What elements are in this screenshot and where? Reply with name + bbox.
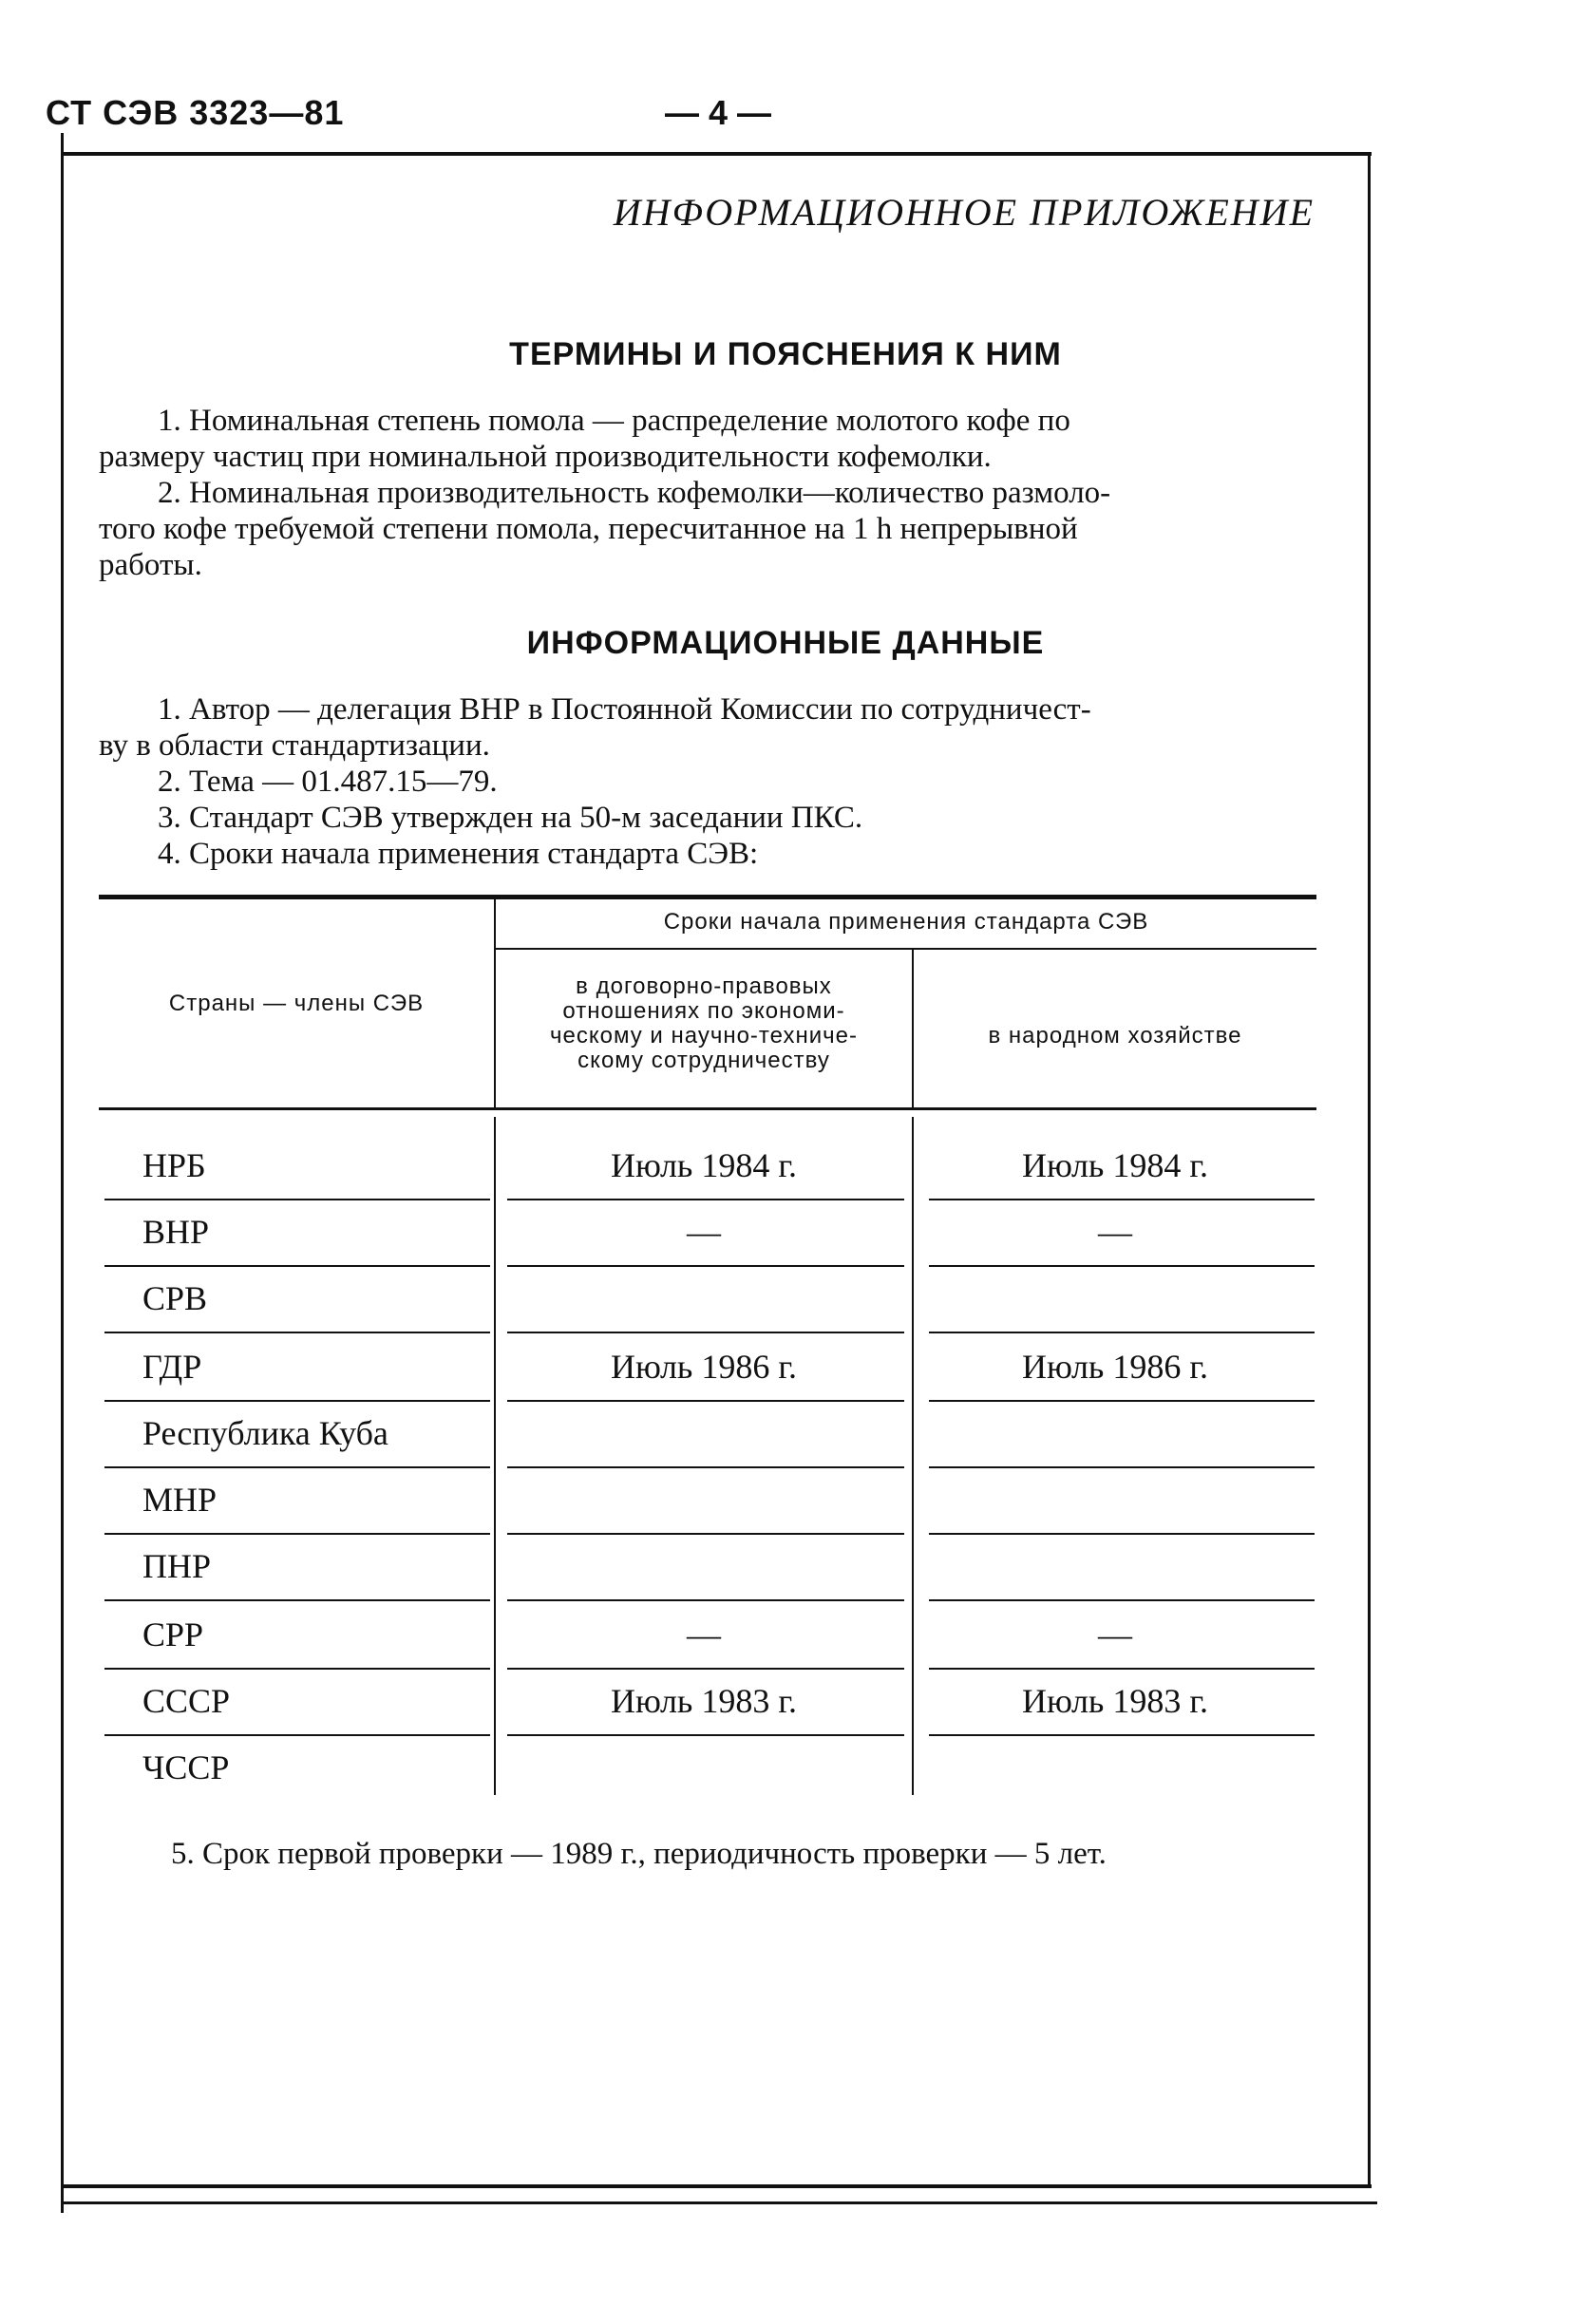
row-rule: [104, 1332, 490, 1333]
col-header-contract-line-3: ческому и научно-техниче-: [550, 1023, 858, 1049]
country-cell: ЧССР: [142, 1748, 230, 1786]
row-rule: [104, 1533, 490, 1535]
country-cell: ПНР: [142, 1547, 212, 1585]
terms-item-1-line-1: 1. Номинальная степень помола — распределение молотого кофе по: [158, 404, 1070, 438]
page-number: — 4 —: [665, 93, 772, 132]
col-header-economy: в народном хозяйстве: [988, 1023, 1242, 1049]
frame-bottom-rule: [61, 2184, 1372, 2188]
economy-date-cell: Июль 1983 г.: [1021, 1682, 1209, 1720]
row-rule: [104, 1199, 490, 1200]
economy-date-cell: Июль 1986 г.: [1021, 1348, 1209, 1386]
row-rule: [507, 1332, 904, 1333]
col-header-contract: [496, 974, 912, 1073]
col-header-contract-line-4: скому сотрудничеству: [577, 1048, 830, 1073]
info-item-5: 5. Срок первой проверки — 1989 г., периодичность проверки — 5 лет.: [171, 1837, 1107, 1871]
frame-left-rule: [61, 133, 64, 2213]
table-subheader-rule: [496, 948, 1316, 950]
row-rule: [929, 1400, 1315, 1402]
country-cell: МНР: [142, 1481, 218, 1519]
terms-section-title: ТЕРМИНЫ И ПОЯСНЕНИЯ К НИМ: [509, 336, 1062, 372]
row-rule: [929, 1332, 1315, 1333]
row-rule: [507, 1533, 904, 1535]
row-rule: [104, 1734, 490, 1736]
country-cell: СССР: [142, 1682, 231, 1720]
info-item-1: [99, 691, 1316, 764]
country-cell: ГДР: [142, 1348, 202, 1386]
economy-date-cell: —: [1098, 1615, 1132, 1653]
info-item-1-line-1: 1. Автор — делегация ВНР в Постоянной Комиссии по сотрудничест-: [158, 692, 1091, 727]
contract-date-cell: Июль 1983 г.: [610, 1682, 798, 1720]
col-header-contract-line-1: в договорно-правовых: [576, 973, 832, 999]
row-rule: [507, 1265, 904, 1267]
row-rule: [507, 1466, 904, 1468]
row-rule: [507, 1599, 904, 1601]
country-cell: Республика Куба: [142, 1414, 388, 1452]
frame-top-rule: [61, 152, 1372, 156]
info-item-2: 2. Тема — 01.487.15—79.: [158, 765, 498, 799]
info-section-title: ИНФОРМАЦИОННЫЕ ДАННЫЕ: [526, 625, 1045, 661]
row-rule: [104, 1466, 490, 1468]
country-cell: СРР: [142, 1615, 204, 1653]
terms-item-1: [99, 403, 1316, 475]
contract-date-cell: —: [687, 1615, 721, 1653]
table-header-bottom-rule: [99, 1107, 1316, 1110]
row-rule: [104, 1668, 490, 1670]
row-rule: [507, 1199, 904, 1200]
row-rule: [929, 1599, 1315, 1601]
contract-date-cell: —: [687, 1213, 721, 1251]
info-items-2-4: [99, 764, 1316, 872]
terms-item-1-line-2: размеру частиц при номинальной производительности кофемолки.: [99, 440, 992, 474]
row-rule: [929, 1265, 1315, 1267]
economy-date-cell: Июль 1984 г.: [1021, 1146, 1209, 1184]
country-cell: СРВ: [142, 1279, 208, 1317]
row-rule: [104, 1400, 490, 1402]
row-rule: [929, 1199, 1315, 1200]
info-item-4: 4. Сроки начала применения стандарта СЭВ:: [158, 837, 759, 871]
row-rule: [929, 1734, 1315, 1736]
col-header-contract-line-2: отношениях по экономи-: [562, 998, 845, 1024]
row-rule: [104, 1599, 490, 1601]
frame-right-rule: [1368, 152, 1371, 2184]
row-rule: [929, 1533, 1315, 1535]
row-rule: [507, 1734, 904, 1736]
country-cell: НРБ: [142, 1146, 206, 1184]
country-cell: ВНР: [142, 1213, 210, 1251]
row-rule: [507, 1668, 904, 1670]
row-rule: [507, 1400, 904, 1402]
info-item-3: 3. Стандарт СЭВ утвержден на 50-м заседании ПКС.: [158, 801, 863, 835]
terms-item-2-line-1: 2. Номинальная производительность кофемолки—количество размоло-: [158, 476, 1111, 510]
row-rule: [104, 1265, 490, 1267]
frame-bottom-rule-outer: [61, 2201, 1377, 2204]
economy-date-cell: —: [1098, 1213, 1132, 1251]
col-header-countries: Страны — члены СЭВ: [168, 991, 425, 1016]
terms-item-2: [99, 475, 1316, 583]
row-rule: [929, 1466, 1315, 1468]
document-code: СТ СЭВ 3323—81: [46, 93, 345, 132]
info-item-1-line-2: ву в области стандартизации.: [99, 728, 490, 763]
appendix-title: ИНФОРМАЦИОННОЕ ПРИЛОЖЕНИЕ: [613, 191, 1315, 234]
terms-item-2-line-2: того кофе требуемой степени помола, пересчитанное на 1 h непрерывной: [99, 512, 1078, 546]
contract-date-cell: Июль 1986 г.: [610, 1348, 798, 1386]
contract-date-cell: Июль 1984 г.: [610, 1146, 798, 1184]
terms-item-2-line-3: работы.: [99, 548, 202, 582]
table-top-rule: [99, 895, 1316, 899]
col-group-header: Сроки начала применения стандарта СЭВ: [663, 909, 1149, 935]
row-rule: [929, 1668, 1315, 1670]
